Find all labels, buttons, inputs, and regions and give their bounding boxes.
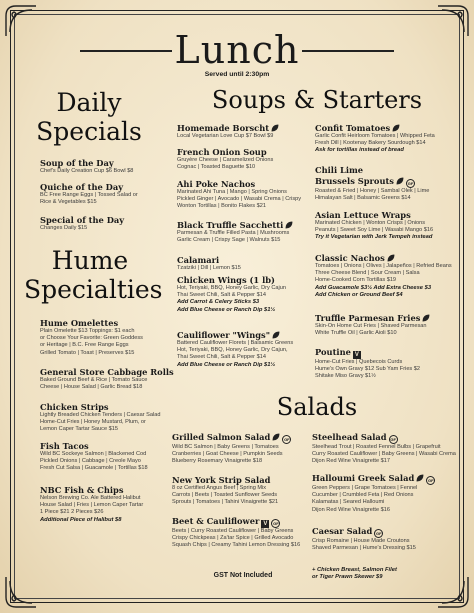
heading-line: Specialties [24,275,163,304]
menu-item [177,220,293,244]
gf-icon: GF [407,181,414,186]
item-addon: Add Carrot & Celery Sticks $3 [177,299,260,306]
item-name [40,402,160,412]
item-addon: Ask for tortillas instead of bread [315,147,404,154]
item-description: Fresh Dill | Kootenay Bakery Sourdough $14 [315,140,426,147]
item-addon: Add Blue Cheese or Ranch Dip $1½ [177,306,276,313]
item-name-text: Asian Lettuce Wraps [315,210,411,220]
item-name-text: Classic Nachos [315,253,385,263]
heading-line: Hume [51,246,129,275]
item-description: Sprouts | Tomatoes | Tahini Vinaigrette $21 [172,499,279,506]
item-name [40,318,143,328]
item-description: Thai Sweet Chili, Salt & Pepper $14 [177,292,266,299]
item-description: Thai Sweet Chili, Salt & Pepper $14 [177,354,266,361]
item-description: Carrots | Beets | Toasted Sunflower Seeds [172,492,278,499]
item-description: 1 Piece $21 2 Pieces $26 [40,509,104,516]
item-description: Cheese | House Salad | Garlic Bread $18 [40,384,143,391]
corner-flourish-icon [436,575,470,609]
item-name-text: New York Strip Salad [172,475,271,485]
menu-item [315,253,452,299]
menu-item [40,367,174,391]
gf-icon: GF [284,437,290,442]
item-description: Tomatoes | Onions | Olives | Jalapeños | Refried Beans [315,263,452,269]
item-name [40,485,143,495]
menu-item [177,123,279,140]
item-description: Roasted & Fried | Honey | Sambal Olek | Lime [315,188,430,194]
item-description: Hume's Own Gravy $12 Sub Yam Fries $2 [315,366,421,373]
menu-item [312,432,456,466]
item-name-text: Calamari [177,255,220,265]
item-name-text: Steelhead Salad [312,432,387,442]
item-name [177,255,241,265]
leaf-icon [416,474,424,482]
item-description: Dijon Red Wine Vinaigrette $16 [312,506,390,513]
item-description: Peanuts | Sweet Soy Lime | Wasabi Mango $16 [315,227,434,234]
item-name [40,441,148,451]
item-description: Rice & Vegetables $15 [40,199,97,206]
item-description: Hot, Teriyaki, BBQ, Honey Garlic, Dry Cajun, [177,347,288,354]
menu-item [40,441,148,473]
menu-item [315,313,430,337]
leaf-icon [392,124,400,132]
addon-line: + Chicken Breast, Salmon Filet [312,567,397,573]
item-description: BC Free Range Eggs | Tossed Salad or [40,192,138,198]
item-description: Marinated Ahi Tuna | Mango | Spring Onions [177,189,287,195]
item-addon: Try it Vegetarian with Jerk Tempeh instead [315,234,433,241]
item-name-text: Chili Lime [315,165,364,175]
item-description: Steelhead Trout | Roasted Fennel Bulbs | Grapefruit [312,444,441,450]
gf-icon: GF [390,437,396,442]
item-description: Lightly Breaded Chicken Tenders | Caesar Salad [40,412,161,418]
gst-note: GST Not Included [213,572,273,579]
menu-item [177,275,286,314]
leaf-icon [422,314,430,322]
item-name-text: NBC Fish & Chips [40,485,124,495]
item-description: Home-Cut Fries | Quebecois Curds [315,359,403,365]
item-description: Chef's Daily Creation Cup $6 Bowl $8 [40,168,134,174]
menu-item [172,475,278,507]
v-icon: V [354,352,359,358]
item-name [172,516,300,528]
item-name [315,165,363,175]
page-title: Lunch [174,28,300,72]
item-description: Wild BC Sockeye Salmon | Blackened Cod [40,451,147,457]
item-description: Squash Chips | Creamy Tahini Lemon Dressing $16 [172,542,301,549]
gf-icon: GF [375,531,382,536]
item-name [40,367,174,377]
item-description: Baked Ground Beef & Rice | Tomato Sauce [40,377,148,383]
item-addon: Add Chicken or Ground Beef $4 [315,292,403,299]
menu-item [312,526,416,552]
item-addon: Add Guacamole $3½ Add Extra Cheese $3 [315,284,432,291]
item-description: Tzatziki | Dill | Lemon $15 [177,265,241,271]
item-description: Wild BC Salmon | Baby Greens | Tomatoes [172,444,279,450]
corner-flourish-icon [4,575,38,609]
item-description: House Salad | Fries | Lemon Caper Tartar [40,502,144,509]
item-name-text: Ahi Poke Nachos [177,179,256,189]
item-description: Garlic Cream | Crispy Sage | Walnuts $15 [177,237,281,244]
hume-specialties-heading [24,246,163,304]
menu-item [40,318,143,357]
item-name-text: Chicken Wings (1 lb) [177,275,275,285]
menu-item [315,123,435,155]
item-name [315,176,429,188]
item-name-text: Grilled Salmon Salad [172,432,271,442]
served-until-note: Served until 2:30pm [204,71,270,78]
gf-icon: GF [427,478,434,483]
item-name [312,526,416,538]
item-name [40,215,124,225]
item-description: Local Vegetarian Love Cup $7 Bowl $9 [177,133,274,139]
item-description: Cranberries | Goat Cheese | Pumpkin Seeds [172,451,283,458]
item-description: Parmesan & Truffle Filled Pasta | Mushrooms [177,230,290,236]
menu-item [177,330,293,369]
item-name-text: Homemade Borscht [177,123,270,133]
item-name [40,158,133,168]
leaf-icon [272,331,280,339]
item-description: Cognac | Toasted Baguette $10 [177,164,256,171]
item-description: Curry Roasted Cauliflower | Baby Greens | Wasabi Crema [312,451,456,458]
item-name [172,432,291,444]
item-description: Garlic Confit Heirloom Tomatoes | Whipped Feta [315,133,435,139]
menu-item [315,165,363,175]
soups-starters-heading: Soups & Starters [211,86,423,114]
item-name-text: Brussels Sprouts [315,176,394,186]
heading-line: Specials [36,117,142,146]
addon-line: or Tiger Prawn Skewer $9 [312,574,383,581]
item-description: Home-Cut Fries | Honey Mustard, Plum, or [40,419,146,426]
leaf-icon [396,177,404,185]
item-name-text: Fish Tacos [40,441,89,451]
item-name-text: Poutine [315,347,351,357]
item-description: Shaved Parmesan | Hume's Dressing $15 [312,545,416,552]
menu-item [177,255,241,272]
item-name-text: Caesar Salad [312,526,373,536]
item-name-text: Cauliflower "Wings" [177,330,271,340]
leaf-icon [285,221,293,229]
item-description: Green Peppers | Grape Tomatoes | Fennel [312,485,418,491]
item-name-text: Black Truffle Sacchetti [177,220,284,230]
menu-item [40,402,160,434]
item-name-text: Beet & Cauliflower [172,516,260,526]
item-description: or Heritage | B.C. Free Range Eggs [40,342,129,349]
v-icon: V [263,521,268,527]
menu-item [172,432,291,466]
item-description: Wonton Tortillas | Bonito Flakes $21 [177,203,266,210]
item-name [177,179,301,189]
item-name [177,147,273,157]
leaf-icon [272,433,280,441]
item-description: Gruyère Cheese | Caramelized Onions [177,157,274,163]
item-description: Hot, Teriyaki, BBQ, Honey Garlic, Dry Cajun [177,285,287,291]
item-name [315,313,430,323]
item-name [315,347,420,359]
item-name-text: Hume Omelettes [40,318,119,328]
item-name [312,432,456,444]
menu-item [312,473,435,514]
item-description: Fresh Cut Salsa | Guacamole | Tortillas $18 [40,465,148,472]
menu-item [315,210,433,242]
item-name [177,330,293,340]
menu-item [40,182,138,206]
item-addon: Additional Piece of Halibut $8 [40,516,122,523]
item-description: Plain Omelette $13 Toppings: $1 each [40,328,135,334]
leaf-icon [271,124,279,132]
menu-item [40,215,124,232]
gf-icon: GF [273,521,279,526]
item-description: White Truffle Oil | Garlic Aioli $10 [315,330,397,337]
item-description: 8 oz Certified Angus Beef | Spring Mix [172,485,267,491]
item-description: Himalayan Salt | Balsamic Greens $14 [315,195,411,202]
item-description: Blueberry Rosemary Vinaigrette $18 [172,458,263,465]
item-description: Marinated Chicken | Wonton Crisps | Onions [315,220,426,226]
item-description: Crisp Romaine | House Made Croutons [312,538,410,544]
menu-item [172,516,300,550]
item-addon: Add Blue Cheese or Ranch Dip $1½ [177,361,276,368]
item-name [177,123,279,133]
item-name-text: Confit Tomatoes [315,123,391,133]
item-description: Crispy Chickpeas | Za'tar Spice | Grilled Avocado [172,535,294,542]
heading-line: Daily [56,88,122,117]
menu-item [177,147,273,171]
salads-heading: Salads [276,393,358,421]
item-description: Cucumber | Crumbled Feta | Red Onions [312,492,414,499]
item-name-text: Chicken Strips [40,402,109,412]
item-name-text: Special of the Day [40,215,125,225]
item-description: Kalamatas | Seared Halloumi [312,499,385,506]
item-name-text: Halloumi Greek Salad [312,473,415,483]
item-description: Changes Daily $15 [40,225,88,231]
item-description: Dijon Red Wine Vinaigrette $17 [312,458,390,465]
item-description: Battered Cauliflower Florets | Balsamic Greens [177,340,294,346]
menu-item [40,485,143,524]
item-description: Shitake Miso Gravy $1½ [315,373,376,380]
item-description: Beets | Curry Roasted Cauliflower | Baby Greens [172,528,294,534]
item-description: Three Cheese Blend | Sour Cream | Salsa [315,270,420,277]
item-description: Skin-On Home Cut Fries | Shaved Parmesan [315,323,427,329]
menu-item [40,158,133,175]
item-description: Home-Cooked Corn Tortillas $19 [315,277,397,284]
item-name-text: French Onion Soup [177,147,267,157]
item-name [172,475,278,485]
item-name [40,182,138,192]
item-name [177,220,293,230]
menu-item [177,179,301,211]
item-name [312,473,435,485]
daily-specials-heading [28,88,150,146]
item-name-text: General Store Cabbage Rolls [40,367,174,377]
leaf-icon [387,254,395,262]
menu-item [315,347,420,381]
item-description: Pickled Onions | Cabbage | Creole Mayo [40,458,141,465]
item-name [315,253,452,263]
item-name [177,275,286,285]
item-name-text: Soup of the Day [40,158,114,168]
item-description: Pickled Ginger | Avocado | Wasabi Crema | Crispy [177,196,302,203]
item-description: Nelson Brewing Co. Ale Battered Halibut [40,495,141,501]
item-description: Lemon Caper Tartar Sauce $15 [40,426,118,433]
item-name-text: Truffle Parmesan Fries [315,313,421,323]
item-description: Grilled Tomato | Toast | Preserves $15 [40,349,135,356]
menu-item [315,176,429,202]
item-name-text: Quiche of the Day [40,182,124,192]
item-name [315,210,433,220]
item-name [315,123,435,133]
salad-addon [312,567,397,582]
item-description: or Choose Your Favorite: Green Goddess [40,335,143,342]
